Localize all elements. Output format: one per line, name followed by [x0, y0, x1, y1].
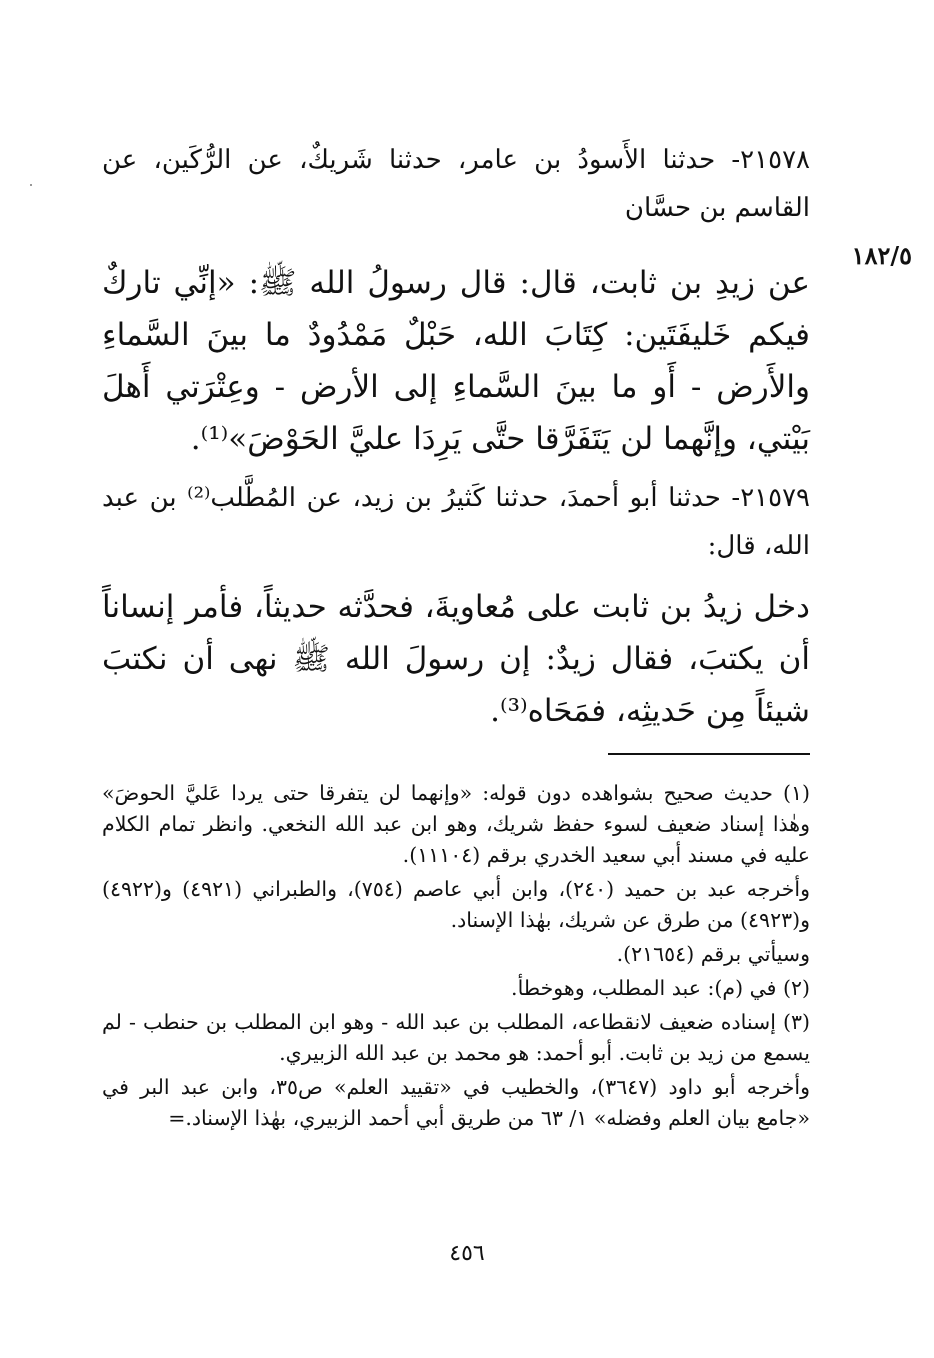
footnote-divider [608, 753, 810, 755]
margin-reference: ١٨٢/٥ [851, 241, 912, 270]
hadith-text-21578: عن زيدِ بن ثابت، قال: قال رسولُ الله ﷺ: «إنِّي تاركٌ فيكم خَليفَتَين: كِتَابَ الله، حَبْلٌ مَمْدُودٌ ما بينَ السَّماءِ والأَرض - أَو ما بينَ السَّماءِ إلى الأرض - وعِتْرَتي أَهلَ بَيْتي، وإنَّهما لن يَتَفَرَّقا حتَّى يَرِدَا عليَّ الحَوْضَ»⁽¹⁾. [102, 265, 810, 457]
footnote-1-sources: وأخرجه عبد بن حميد (٢٤٠)، وابن أبي عاصم (٧٥٤)، والطبراني (٤٩٢١) و(٤٩٢٢) و(٤٩٢٣) من طرق عن شريك، بهٰذا الإسناد. [102, 877, 810, 932]
footnote-3: (٣) إسناده ضعيف لانقطاعه، المطلب بن عبد الله - وهو ابن المطلب بن حنطب - لم يسمع من زيد بن ثابت. أبو أحمد: هو محمد بن عبد الله الزبيري. [102, 1010, 810, 1065]
footnote-1: (١) حديث صحيح بشواهده دون قوله: «وإنهما لن يتفرقا حتى يردا عَليَّ الحوضَ» وهٰذا إسناد ضعيف لسوء حفظ شريك، وهو ابن عبد الله النخعي. وانظر تمام الكلام عليه في مسند أبي سعيد الخدري برقم (١١١٠٤). [102, 781, 810, 867]
footnote-2: (٢) في (م): عبد المطلب، وهوخطأ. [511, 976, 810, 1000]
footnotes [102, 778, 810, 1137]
footnote-3-sources: وأخرجه أبو داود (٣٦٤٧)، والخطيب في «تقييد العلم» ص٣٥، وابن عبد البر في «جامع بيان العلم وفضله» ١/ ٦٣ من طريق أبي أحمد الزبيري، بهٰذا الإسناد.= [102, 1075, 811, 1130]
page-number: ٤٥٦ [449, 1241, 485, 1266]
hadith-chain-21578: ٢١٥٧٨- حدثنا الأَسودُ بن عامر، حدثنا شَريكٌ، عن الرُّكَين، عن القاسم بن حسَّان [102, 145, 810, 223]
footnote-1-cross-ref: وسيأتي برقم (٢١٦٥٤). [616, 942, 810, 966]
hadith-chain-21579: ٢١٥٧٩- حدثنا أبو أحمدَ، حدثنا كَثيرُ بن زيد، عن المُطَّلب⁽²⁾ بن عبد الله، قال: [102, 483, 811, 561]
hadith-text-21579: دخل زيدُ بن ثابت على مُعاويةَ، فحدَّثه حديثاً، فأمر إنساناً أن يكتبَ، فقال زيدٌ: إن رسولَ الله ﷺ نهى أن نكتبَ شيئاً مِن حَديثِه، فمَحَاه⁽³⁾. [102, 589, 810, 729]
scan-speck [30, 184, 32, 186]
